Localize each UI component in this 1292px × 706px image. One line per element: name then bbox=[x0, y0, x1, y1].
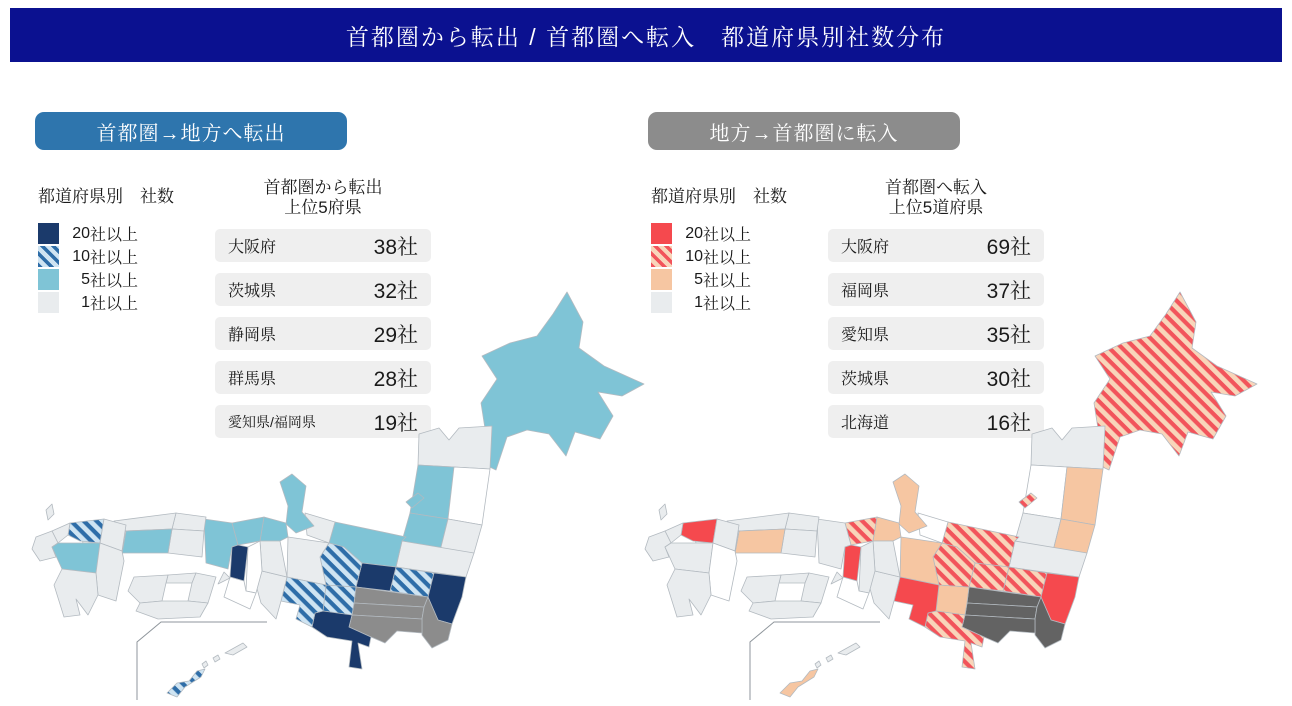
prefecture-kumamoto bbox=[52, 543, 100, 573]
prefecture-miyazaki bbox=[709, 543, 737, 601]
prefecture-okayama bbox=[781, 529, 817, 557]
prefecture-kagoshima bbox=[667, 569, 711, 617]
ranking-title-line1: 首都圏へ転入 bbox=[885, 178, 987, 197]
prefecture-hokkaido bbox=[1090, 292, 1257, 470]
prefecture-name: 愛知県/福岡県 bbox=[228, 413, 316, 430]
prefecture-kagawa bbox=[779, 573, 809, 583]
prefecture-kagawa bbox=[166, 573, 196, 583]
prefecture-kochi bbox=[749, 601, 821, 619]
prefecture-osaka bbox=[230, 545, 248, 581]
prefecture-tsushima bbox=[46, 504, 54, 520]
prefecture-kumamoto bbox=[665, 543, 713, 573]
prefecture-gunma bbox=[969, 563, 1009, 591]
company-count: 16社 bbox=[986, 411, 1031, 435]
prefecture-mie bbox=[869, 571, 900, 619]
prefecture-akita bbox=[1023, 465, 1067, 519]
prefecture-islet1 bbox=[213, 655, 220, 662]
legend-item-10-plus bbox=[38, 245, 208, 268]
legend-label-number: 1 bbox=[694, 293, 703, 311]
legend-swatch-20-plus bbox=[38, 223, 59, 244]
prefecture-kagoshima bbox=[54, 569, 98, 617]
prefecture-okinawa bbox=[167, 669, 205, 697]
okinawa-inset-line bbox=[137, 622, 267, 700]
prefecture-amami bbox=[225, 643, 247, 655]
legend-swatch-20-plus bbox=[651, 223, 672, 244]
legend-label-suffix: 社以上 bbox=[703, 296, 752, 313]
legend-title: 都道府県別 社数 bbox=[38, 187, 174, 206]
prefecture-okinawa bbox=[780, 669, 818, 697]
prefecture-aomori bbox=[418, 426, 492, 469]
prefecture-akita bbox=[410, 465, 454, 519]
prefecture-shiga bbox=[873, 541, 900, 577]
prefecture-name: 群馬県 bbox=[228, 371, 277, 388]
outflow-tab-button[interactable]: 首都圏→地方へ転出 bbox=[35, 112, 347, 150]
banner-title: 首都圏から転出 / 首都圏へ転入 都道府県別社数分布 bbox=[345, 23, 947, 50]
ranking-title bbox=[828, 178, 1044, 218]
legend-label-number: 5 bbox=[694, 270, 703, 288]
legend-label-number: 1 bbox=[81, 293, 90, 311]
prefecture-fukui bbox=[260, 517, 288, 541]
legend-label-suffix: 社以上 bbox=[703, 273, 752, 290]
prefecture-yamanashi bbox=[936, 585, 969, 615]
prefecture-aomori bbox=[1031, 426, 1105, 469]
prefecture-miyazaki bbox=[96, 543, 124, 601]
prefecture-islet2 bbox=[815, 661, 821, 668]
company-count: 32社 bbox=[373, 279, 418, 303]
japan-choropleth-svg bbox=[643, 286, 1273, 704]
legend-item-10-plus bbox=[651, 245, 821, 268]
prefecture-kochi bbox=[136, 601, 208, 619]
prefecture-hiroshima bbox=[735, 529, 785, 553]
prefecture-name: 大阪府 bbox=[228, 239, 277, 256]
company-count: 37社 bbox=[986, 279, 1031, 303]
company-count: 28社 bbox=[373, 367, 418, 391]
prefecture-tottori bbox=[172, 513, 206, 531]
prefecture-tsushima bbox=[659, 504, 667, 520]
legend-item-20-plus bbox=[651, 222, 821, 245]
legend-item-20-plus bbox=[38, 222, 208, 245]
legend-label-suffix: 社以上 bbox=[90, 296, 139, 313]
company-count: 69社 bbox=[986, 235, 1031, 259]
japan-map-inflow bbox=[643, 286, 1273, 704]
prefecture-name: 愛知県 bbox=[841, 327, 890, 344]
japan-map-outflow bbox=[30, 286, 660, 704]
prefecture-name: 静岡県 bbox=[228, 327, 277, 344]
prefecture-ehime bbox=[128, 575, 168, 603]
prefecture-iwate bbox=[1061, 467, 1103, 525]
prefecture-name: 福岡県 bbox=[841, 283, 890, 300]
ranking-title-line2: 上位5府県 bbox=[284, 198, 362, 217]
prefecture-name: 茨城県 bbox=[841, 371, 890, 388]
prefecture-fukuoka bbox=[681, 519, 717, 543]
prefecture-fukuoka bbox=[68, 519, 104, 543]
prefecture-hiroshima bbox=[122, 529, 172, 553]
ranking-row bbox=[828, 229, 1044, 262]
prefecture-ehime bbox=[741, 575, 781, 603]
prefecture-islet1 bbox=[826, 655, 833, 662]
legend-label-number: 10 bbox=[685, 247, 703, 265]
legend-label-suffix: 社以上 bbox=[703, 250, 752, 267]
prefecture-iwate bbox=[448, 467, 490, 525]
legend-label-number: 5 bbox=[81, 270, 90, 288]
legend-label-number: 10 bbox=[72, 247, 90, 265]
legend-label-suffix: 社以上 bbox=[703, 227, 752, 244]
ranking-row bbox=[215, 229, 431, 262]
okinawa-inset-line bbox=[750, 622, 880, 700]
prefecture-amami bbox=[838, 643, 860, 655]
prefecture-okayama bbox=[168, 529, 204, 557]
legend-title: 都道府県別 社数 bbox=[651, 187, 787, 206]
prefecture-name: 北海道 bbox=[841, 415, 890, 432]
company-count: 19社 bbox=[373, 411, 418, 435]
prefecture-islet2 bbox=[202, 661, 208, 668]
ranking-title-line2: 上位5道府県 bbox=[888, 198, 984, 217]
legend-label-suffix: 社以上 bbox=[90, 227, 139, 244]
japan-choropleth-svg bbox=[30, 286, 660, 704]
ranking-title bbox=[215, 178, 431, 218]
legend-swatch-10-plus bbox=[651, 246, 672, 267]
panel-inflow bbox=[613, 0, 1273, 706]
prefecture-yamanashi bbox=[323, 585, 356, 615]
prefecture-name: 大阪府 bbox=[841, 239, 890, 256]
prefecture-gunma bbox=[356, 563, 396, 591]
company-count: 38社 bbox=[373, 235, 418, 259]
legend-label-number: 20 bbox=[72, 224, 90, 242]
company-count: 29社 bbox=[373, 323, 418, 347]
ranking-title-line1: 首都圏から転出 bbox=[263, 178, 383, 197]
company-count: 30社 bbox=[986, 367, 1031, 391]
prefecture-name: 茨城県 bbox=[228, 283, 277, 300]
legend-swatch-10-plus bbox=[38, 246, 59, 267]
inflow-tab-button[interactable]: 地方→首都圏に転入 bbox=[648, 112, 960, 150]
prefecture-mie bbox=[256, 571, 287, 619]
company-count: 35社 bbox=[986, 323, 1031, 347]
prefecture-shiga bbox=[260, 541, 287, 577]
legend-label-suffix: 社以上 bbox=[90, 250, 139, 267]
legend-label-number: 20 bbox=[685, 224, 703, 242]
prefecture-fukui bbox=[873, 517, 901, 541]
prefecture-osaka bbox=[843, 545, 861, 581]
prefecture-tottori bbox=[785, 513, 819, 531]
legend-label-suffix: 社以上 bbox=[90, 273, 139, 290]
